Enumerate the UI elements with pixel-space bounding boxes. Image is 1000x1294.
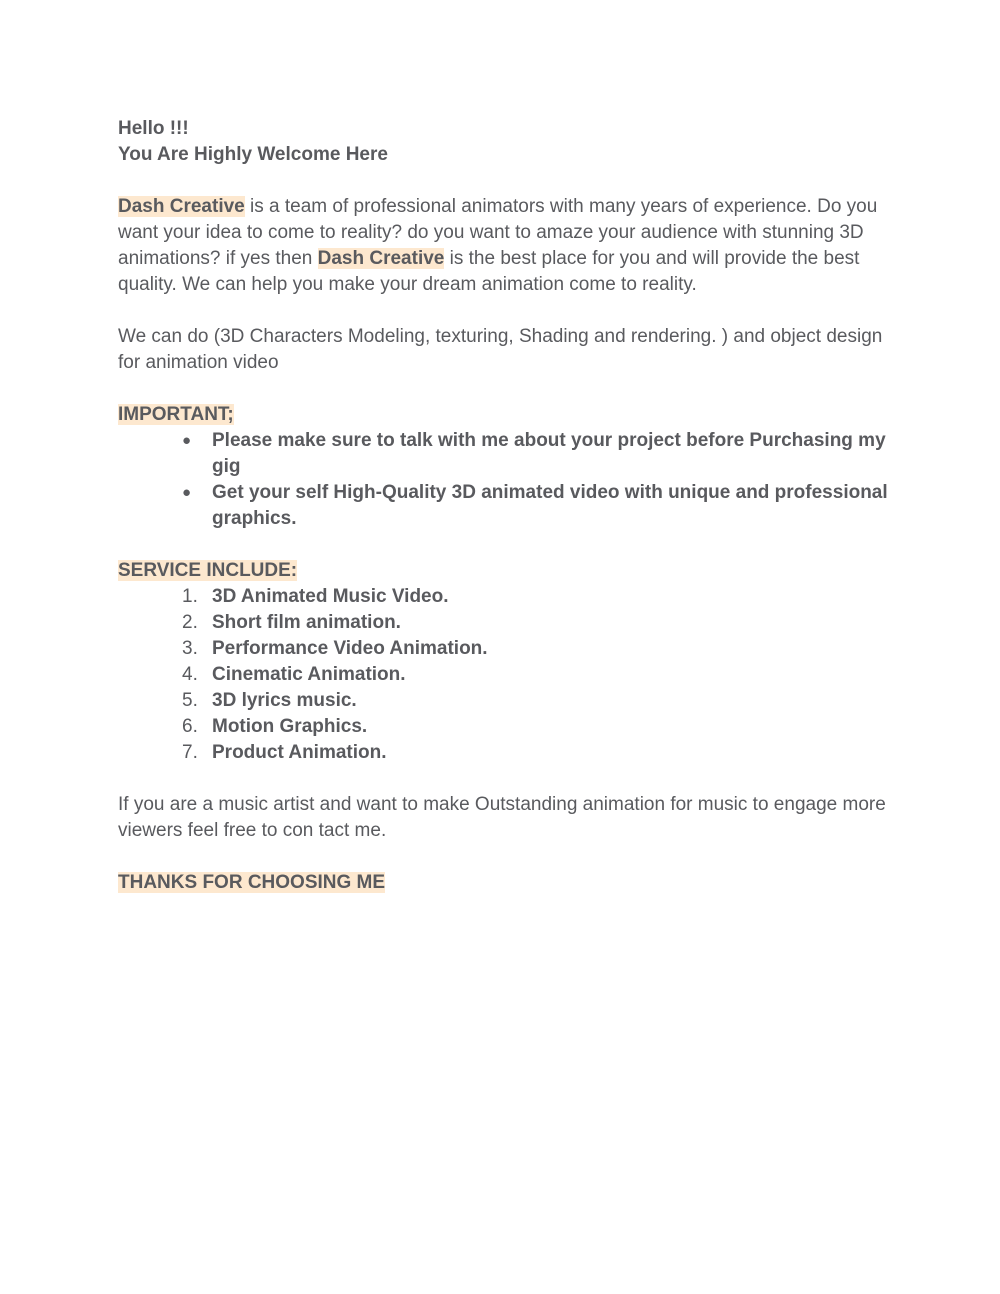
list-item-text: Motion Graphics.	[212, 716, 368, 737]
list-item-text: Please make sure to talk with me about your project before Purchasing my gig	[212, 430, 886, 477]
important-heading-label: IMPORTANT;	[118, 404, 234, 425]
list-item-text: 3D Animated Music Video.	[212, 586, 449, 607]
spacer	[118, 766, 888, 792]
list-number: 7.	[182, 742, 198, 763]
intro-text-b: is the best place for you and will provide the best quality. We can help you make your dream animation come to reality.	[118, 248, 860, 295]
welcome-line: You Are Highly Welcome Here	[118, 144, 388, 165]
list-item	[118, 428, 888, 480]
spacer	[118, 168, 888, 194]
greeting-line: Hello !!!	[118, 118, 189, 139]
bullet-icon: ●	[182, 432, 192, 449]
bullet-icon: ●	[182, 484, 192, 501]
thanks-line	[118, 870, 888, 896]
intro-text-a: is a team of professional animators with many years of experience. Do you want your idea to come to reality? do you want to amaze your audience with stunning 3D animations? if yes then	[118, 196, 878, 269]
list-item	[118, 480, 888, 532]
thanks-label: THANKS FOR CHOOSING ME	[118, 872, 386, 893]
list-item	[118, 688, 888, 714]
intro-paragraph	[118, 194, 888, 298]
list-number: 5.	[182, 690, 198, 711]
list-item	[118, 610, 888, 636]
list-number: 1.	[182, 586, 198, 607]
important-heading	[118, 402, 888, 428]
spacer	[118, 532, 888, 558]
list-item	[118, 714, 888, 740]
spacer	[118, 298, 888, 324]
list-item-text: Cinematic Animation.	[212, 664, 406, 685]
document-page	[118, 116, 888, 896]
list-item	[118, 584, 888, 610]
spacer	[118, 376, 888, 402]
list-item-text: Short film animation.	[212, 612, 401, 633]
list-item	[118, 636, 888, 662]
list-item	[118, 662, 888, 688]
service-include-heading-label: SERVICE INCLUDE:	[118, 560, 298, 581]
service-include-heading	[118, 558, 888, 584]
list-item-text: Product Animation.	[212, 742, 387, 763]
brand-name-highlight: Dash Creative	[317, 248, 445, 269]
list-item-text: Performance Video Animation.	[212, 638, 488, 659]
list-item-text: Get your self High-Quality 3D animated video with unique and professional graphics.	[212, 482, 888, 529]
important-list	[118, 428, 888, 532]
services-paragraph: We can do (3D Characters Modeling, texturing, Shading and rendering. ) and object design for animation video	[118, 326, 883, 373]
service-include-list	[118, 584, 888, 766]
brand-name-highlight: Dash Creative	[118, 196, 245, 217]
list-number: 2.	[182, 612, 198, 633]
spacer	[118, 844, 888, 870]
list-number: 6.	[182, 716, 198, 737]
list-item	[118, 740, 888, 766]
list-number: 3.	[182, 638, 198, 659]
list-number: 4.	[182, 664, 198, 685]
list-item-text: 3D lyrics music.	[212, 690, 357, 711]
closing-paragraph: If you are a music artist and want to make Outstanding animation for music to engage more viewers feel free to con tact me.	[118, 794, 886, 841]
